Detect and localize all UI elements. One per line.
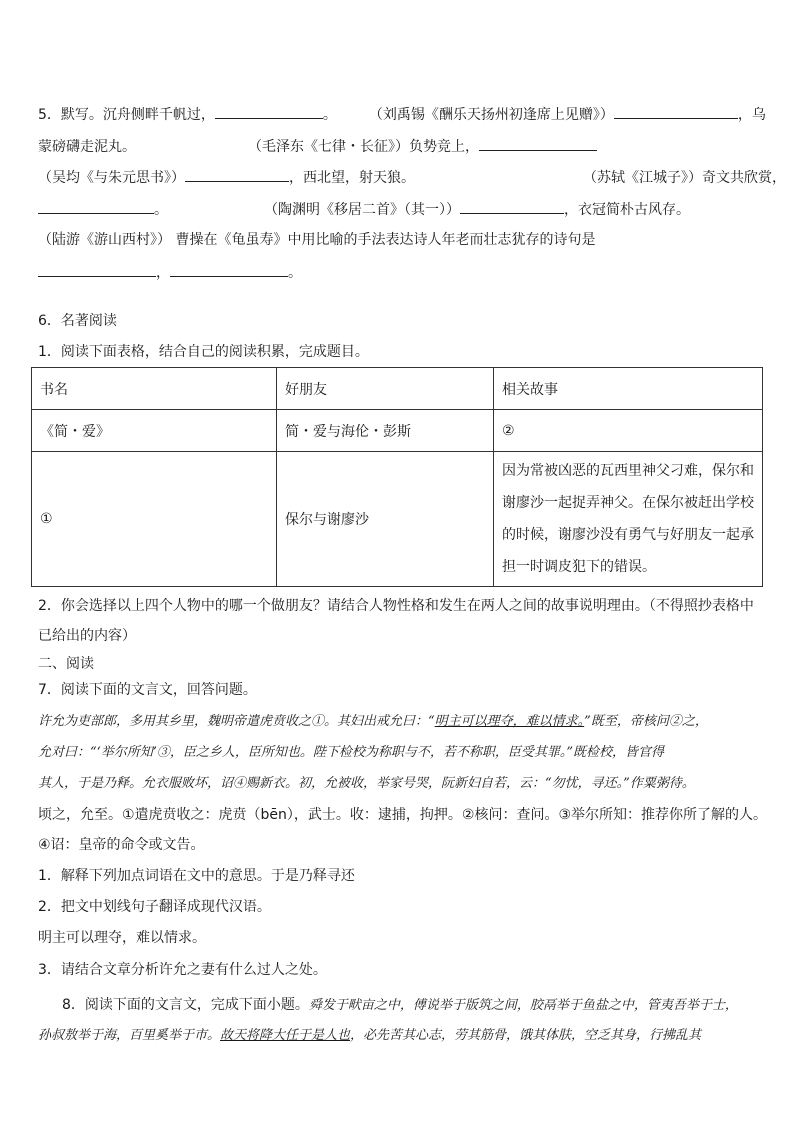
table-cell-story: 因为常被凶恶的瓦西里神父刁难，保尔和 谢廖沙一起捉弄神父。在保尔被赶出学校 的时候，谢廖沙没有勇气与好朋友一起承 担一时调皮犯下的错误。 — [494, 452, 763, 587]
table-header: 相关故事 — [494, 368, 763, 410]
underlined-sentence: 故天将降大任于是人也 — [220, 1028, 351, 1043]
q6-sub1: 1．阅读下面表格，结合自己的阅读积累，完成题目。 — [38, 344, 369, 360]
q5-line-6: ， 。 — [38, 262, 760, 283]
books-table — [31, 367, 763, 587]
table-cell: ② — [494, 410, 763, 452]
table-cell: 《简・爱》 — [32, 410, 277, 452]
q7-passage-line-1: 许允为吏部郎，多用其乡里，魏明帝遣虎贲收之①。其妇出戒允曰：“明主可以理夺，难以情求。”既至，帝核问②之， — [38, 714, 708, 729]
underlined-sentence: 明主可以理夺，难以情求。 — [434, 714, 585, 729]
q7-passage-line-3: 其人，于是乃释。允衣服败坏，诏④赐新衣。初，允被收，举家号哭，阮新妇自若，云：“勿忧，寻还。”作粟粥待。 — [38, 776, 695, 791]
table-header: 书名 — [32, 368, 277, 410]
answer-blank[interactable] — [38, 262, 156, 277]
q6-sub2-line-1: 2．你会选择以上四个人物中的哪一个做朋友？请结合人物性格和发生在两人之间的故事说明理由。（不得照抄表格中 — [38, 598, 754, 614]
q8-line-1: 8．阅读下面的文言文，完成下面小题。舜发于畎亩之中，傅说举于版筑之间，胶鬲举于鱼盐之中，管夷吾举于士， — [62, 997, 738, 1013]
answer-blank[interactable] — [479, 136, 597, 151]
q5-line-4: 。 （陶渊明《移居二首》（其一）） ，衣冠简朴古风存。 — [38, 199, 760, 220]
q5-line-3: （吴均《与朱元思书》） ，西北望，射天狼。 （苏轼《江城子》）奇文共欣赏， — [38, 167, 760, 188]
q5-line-5: （陆游《游山西村》） 曹操在《龟虽寿》中用比喻的手法表达诗人年老而壮志犹存的诗句是 — [38, 232, 596, 248]
q7-sub2: 2．把文中划线句子翻译成现代汉语。 — [38, 899, 271, 915]
answer-blank[interactable] — [460, 199, 564, 214]
answer-blank[interactable] — [170, 262, 288, 277]
table-row — [32, 452, 763, 587]
answer-blank[interactable] — [38, 199, 154, 214]
q7-sub3: 3．请结合文章分析许允之妻有什么过人之处。 — [38, 962, 327, 978]
table-cell: 保尔与谢廖沙 — [277, 452, 494, 587]
section-title: 二、阅读 — [38, 656, 94, 672]
q7-sub1: 1．解释下列加点词语在文中的意思。于是乃释寻还 — [38, 868, 355, 884]
table-header-row — [32, 368, 763, 410]
answer-blank[interactable] — [185, 167, 289, 182]
table-row — [32, 410, 763, 452]
q5-line-2: 蒙磅礴走泥丸。 （毛泽东《七律・长征》）负势竞上， — [38, 136, 760, 157]
q7-sub2-sentence: 明主可以理夺，难以情求。 — [38, 930, 206, 946]
answer-blank[interactable] — [215, 104, 323, 119]
q8-line-2: 孙叔敖举于海，百里奚举于市。故天将降大任于是人也，必先苦其心志，劳其筋骨，饿其体肤，空乏其身，行拂乱其 — [38, 1028, 702, 1043]
q6-title: 6．名著阅读 — [38, 313, 117, 329]
q6-sub2-line-2: 已给出的内容） — [38, 628, 136, 644]
q7-notes-line-2: ④诏：皇帝的命令或文告。 — [38, 837, 205, 853]
q7-notes-line-1: 顷之，允至。①遣虎贲收之：虎贲（bēn），武士。收：逮捕，拘押。②核问：查问。③举尔所知：推荐你所了解的人。 — [38, 807, 768, 823]
answer-blank[interactable] — [614, 104, 738, 119]
table-cell: ① — [32, 452, 277, 587]
q7-title: 7．阅读下面的文言文，回答问题。 — [38, 682, 257, 698]
table-header: 好朋友 — [277, 368, 494, 410]
table-cell: 简・爱与海伦・彭斯 — [277, 410, 494, 452]
q7-passage-line-2: 允对曰：“‘举尔所知’③，臣之乡人，臣所知也。陛下检校为称职与不，若不称职，臣受其罪。”既检校，皆官得 — [38, 745, 665, 760]
q5-line-1: 5．默写。沉舟侧畔千帆过， 。 （刘禹锡《酬乐天扬州初逢席上见赠》） ，乌 — [38, 104, 760, 125]
